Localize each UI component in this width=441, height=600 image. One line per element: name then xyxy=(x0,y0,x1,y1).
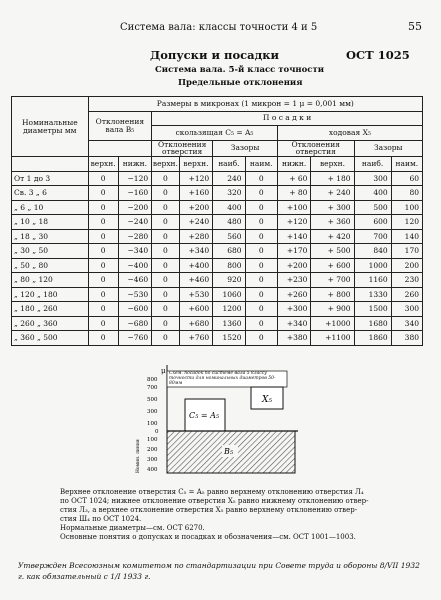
value-cell: 200 xyxy=(391,258,422,273)
tick-label: 300 xyxy=(147,409,158,415)
header-hole-dev-sliding: Отклонения отверстия xyxy=(152,140,213,157)
subtitle: Система вала. 5-й класс точности xyxy=(155,65,325,75)
diameter-cell: „ 260 „ 360 xyxy=(12,316,89,331)
value-cell: + 300 xyxy=(311,200,354,215)
value-cell: + 240 xyxy=(311,186,354,201)
tick-label: 300 xyxy=(147,457,158,463)
header-running: ходовая X₅ xyxy=(277,126,422,141)
value-cell: 0 xyxy=(88,331,118,346)
value-cell: 0 xyxy=(152,273,180,288)
value-cell: −400 xyxy=(118,258,152,273)
value-cell: + 900 xyxy=(311,302,354,317)
header-min: наим. xyxy=(391,157,422,172)
value-cell: +120 xyxy=(179,171,213,186)
value-cell: +120 xyxy=(277,215,311,230)
value-cell: 0 xyxy=(88,302,118,317)
value-cell: 1330 xyxy=(354,287,391,302)
header-max: наиб. xyxy=(213,157,245,172)
value-cell: 0 xyxy=(152,215,180,230)
value-cell: 0 xyxy=(245,200,277,215)
value-cell: + 60 xyxy=(277,171,311,186)
header-upper: верхн. xyxy=(152,157,180,172)
table-row xyxy=(12,258,423,273)
value-cell: +530 xyxy=(179,287,213,302)
diameter-cell: „ 10 „ 18 xyxy=(12,215,89,230)
value-cell: +240 xyxy=(179,215,213,230)
table-row xyxy=(12,302,423,317)
diameter-cell: „ 30 „ 50 xyxy=(12,244,89,259)
value-cell: 0 xyxy=(245,316,277,331)
diameter-cell: От 1 до 3 xyxy=(12,171,89,186)
value-cell: 170 xyxy=(391,244,422,259)
header-diameter: Номинальные диаметры мм xyxy=(12,97,89,157)
axis-note: Номин. линия xyxy=(136,439,141,473)
cs-label: C₅ = A₅ xyxy=(189,411,220,420)
value-cell: 0 xyxy=(88,273,118,288)
tick-zero: 0 xyxy=(155,429,159,435)
value-cell: 0 xyxy=(88,171,118,186)
diameter-cell: „ 180 „ 260 xyxy=(12,302,89,317)
value-cell: 0 xyxy=(88,200,118,215)
value-cell: 0 xyxy=(152,302,180,317)
header-shaft-deviation: Отклонения вала B₅ xyxy=(88,111,151,140)
diameter-cell: „ 80 „ 120 xyxy=(12,273,89,288)
value-cell: −200 xyxy=(118,200,152,215)
header-hole-dev-running: Отклонения отверстия xyxy=(277,140,354,157)
note-line: по ОСТ 1024; нижнее отклонение отверстия X₅ равно нижнему отклонению отвер- xyxy=(60,497,369,505)
value-cell: −240 xyxy=(118,215,152,230)
diameter-cell: „ 50 „ 80 xyxy=(12,258,89,273)
table-row xyxy=(12,171,423,186)
fit-diagram xyxy=(133,365,303,475)
value-cell: 0 xyxy=(245,186,277,201)
value-cell: 700 xyxy=(354,229,391,244)
value-cell: 0 xyxy=(88,215,118,230)
value-cell: +230 xyxy=(277,273,311,288)
tick-label: 400 xyxy=(147,467,158,473)
deviations-table xyxy=(11,96,423,346)
tick-label: 100 xyxy=(147,437,158,443)
value-cell: −680 xyxy=(118,316,152,331)
value-cell: 1060 xyxy=(213,287,245,302)
diameter-cell: Св. 3 „ 6 xyxy=(12,186,89,201)
value-cell: 0 xyxy=(245,244,277,259)
running-header: Система вала: классы точности 4 и 5 xyxy=(120,22,318,33)
value-cell: 0 xyxy=(152,171,180,186)
value-cell: 0 xyxy=(245,302,277,317)
value-cell: 680 xyxy=(213,244,245,259)
value-cell: +340 xyxy=(277,316,311,331)
value-cell: 0 xyxy=(152,316,180,331)
value-cell: 0 xyxy=(152,331,180,346)
value-cell: −160 xyxy=(118,186,152,201)
header-upper: верхн. xyxy=(311,157,354,172)
table-row xyxy=(12,229,423,244)
value-cell: 100 xyxy=(391,200,422,215)
header-max: наиб. xyxy=(354,157,391,172)
value-cell: +340 xyxy=(179,244,213,259)
value-cell: 320 xyxy=(213,186,245,201)
value-cell: 340 xyxy=(391,316,422,331)
x5-label: X₅ xyxy=(262,395,273,405)
value-cell: −340 xyxy=(118,244,152,259)
value-cell: 0 xyxy=(152,244,180,259)
value-cell: 140 xyxy=(391,229,422,244)
approval-footer: Утвержден Всесоюзным комитетом по стандартизации при Совете труда и обороны 8/VII 1932 г. как обязательный с 1/I 1933 г. xyxy=(18,561,420,581)
value-cell: 0 xyxy=(88,186,118,201)
value-cell: 0 xyxy=(88,316,118,331)
value-cell: 0 xyxy=(152,200,180,215)
value-cell: 300 xyxy=(354,171,391,186)
value-cell: 1160 xyxy=(354,273,391,288)
value-cell: + 360 xyxy=(311,215,354,230)
value-cell: 230 xyxy=(391,273,422,288)
value-cell: 1360 xyxy=(213,316,245,331)
table-row xyxy=(12,200,423,215)
value-cell: 1200 xyxy=(213,302,245,317)
diameter-cell: „ 6 „ 10 xyxy=(12,200,89,215)
value-cell: −280 xyxy=(118,229,152,244)
value-cell: −760 xyxy=(118,331,152,346)
value-cell: 400 xyxy=(354,186,391,201)
page-title: Допуски и посадки xyxy=(150,48,280,62)
table-row xyxy=(12,287,423,302)
value-cell: 0 xyxy=(245,331,277,346)
fit-diagram-svg xyxy=(133,365,303,475)
value-cell: 0 xyxy=(245,273,277,288)
value-cell: −530 xyxy=(118,287,152,302)
value-cell: 120 xyxy=(391,215,422,230)
table-row xyxy=(12,316,423,331)
value-cell: 1520 xyxy=(213,331,245,346)
value-cell: 600 xyxy=(354,215,391,230)
note-line: Основные понятия о допусках и посадках и обозначения—см. ОСТ 1001—1003. xyxy=(60,533,356,541)
header-lower: нижн. xyxy=(118,157,152,172)
value-cell: 80 xyxy=(391,186,422,201)
tick-label: 800 xyxy=(147,377,158,383)
value-cell: 0 xyxy=(152,186,180,201)
value-cell: + 420 xyxy=(311,229,354,244)
header-clearance-running: Зазоры xyxy=(354,140,422,157)
value-cell: +200 xyxy=(179,200,213,215)
b5-label: B₅ xyxy=(224,447,234,456)
header-sliding: скользящая C₅ = A₅ xyxy=(152,126,278,141)
table-row xyxy=(12,215,423,230)
note-line: стия Ш₄ по ОСТ 1024. xyxy=(60,515,142,523)
diameter-cell: „ 360 „ 500 xyxy=(12,331,89,346)
value-cell: 0 xyxy=(245,171,277,186)
value-cell: +160 xyxy=(179,186,213,201)
tick-label: 100 xyxy=(147,421,158,427)
header-lower: нижн. xyxy=(277,157,311,172)
notes-block xyxy=(60,488,430,542)
value-cell: +200 xyxy=(277,258,311,273)
value-cell: +380 xyxy=(277,331,311,346)
value-cell: 240 xyxy=(213,171,245,186)
value-cell: +170 xyxy=(277,244,311,259)
value-cell: + 600 xyxy=(311,258,354,273)
value-cell: +760 xyxy=(179,331,213,346)
diameter-cell: „ 18 „ 30 xyxy=(12,229,89,244)
note-line: стия Л₃, а верхнее отклонение отверстия X₅ равно верхнему отклонению отвер- xyxy=(60,506,358,514)
value-cell: 0 xyxy=(245,215,277,230)
value-cell: 0 xyxy=(245,287,277,302)
value-cell: 0 xyxy=(88,229,118,244)
standard-number: ОСТ 1025 xyxy=(346,48,410,62)
table-row xyxy=(12,331,423,346)
value-cell: + 800 xyxy=(311,287,354,302)
value-cell: 840 xyxy=(354,244,391,259)
value-cell: 300 xyxy=(391,302,422,317)
mu-label: μ xyxy=(161,367,166,375)
value-cell: 920 xyxy=(213,273,245,288)
value-cell: +1100 xyxy=(311,331,354,346)
value-cell: 0 xyxy=(152,287,180,302)
value-cell: + 180 xyxy=(311,171,354,186)
value-cell: 0 xyxy=(88,287,118,302)
value-cell: +680 xyxy=(179,316,213,331)
value-cell: 1860 xyxy=(354,331,391,346)
value-cell: 500 xyxy=(354,200,391,215)
header-upper: верхн. xyxy=(179,157,213,172)
value-cell: 0 xyxy=(152,258,180,273)
note-line: Верхнее отклонение отверстия C₅ = A₅ равно верхнему отклонению отверстия Л₄ xyxy=(60,488,364,496)
value-cell: 1500 xyxy=(354,302,391,317)
value-cell: + 700 xyxy=(311,273,354,288)
tick-label: 700 xyxy=(147,385,158,391)
value-cell: −600 xyxy=(118,302,152,317)
tick-label: 500 xyxy=(147,397,158,403)
value-cell: −120 xyxy=(118,171,152,186)
subtitle-deviations: Предельные отклонения xyxy=(178,78,303,88)
header-units: Размеры в микронах (1 микрон = 1 μ = 0,001 мм) xyxy=(88,97,422,112)
value-cell: +600 xyxy=(179,302,213,317)
diameter-cell: „ 120 „ 180 xyxy=(12,287,89,302)
value-cell: 800 xyxy=(213,258,245,273)
header-min: наим. xyxy=(245,157,277,172)
value-cell: 0 xyxy=(245,258,277,273)
value-cell: 60 xyxy=(391,171,422,186)
value-cell: 0 xyxy=(88,258,118,273)
diagram-caption: Схем. посадок по системе вала 5 классу точности для номинальных диаметров 50-80мм xyxy=(169,371,276,386)
value-cell: −460 xyxy=(118,273,152,288)
value-cell: 1680 xyxy=(354,316,391,331)
note-line: Нормальные диаметры—см. ОСТ 6270. xyxy=(60,524,205,532)
value-cell: 400 xyxy=(213,200,245,215)
value-cell: + 500 xyxy=(311,244,354,259)
value-cell: +460 xyxy=(179,273,213,288)
value-cell: 260 xyxy=(391,287,422,302)
table-row xyxy=(12,273,423,288)
value-cell: +280 xyxy=(179,229,213,244)
value-cell: 380 xyxy=(391,331,422,346)
table-row xyxy=(12,244,423,259)
value-cell: 0 xyxy=(88,244,118,259)
header-clearance-sliding: Зазоры xyxy=(213,140,278,157)
value-cell: 480 xyxy=(213,215,245,230)
page-number: 55 xyxy=(408,20,422,33)
value-cell: +300 xyxy=(277,302,311,317)
table-row xyxy=(12,186,423,201)
value-cell: 0 xyxy=(152,229,180,244)
value-cell: +1000 xyxy=(311,316,354,331)
value-cell: 0 xyxy=(245,229,277,244)
value-cell: + 80 xyxy=(277,186,311,201)
header-upper: верхн. xyxy=(88,157,118,172)
value-cell: +260 xyxy=(277,287,311,302)
value-cell: +100 xyxy=(277,200,311,215)
header-fits: П о с а д к и xyxy=(152,111,423,126)
tick-label: 200 xyxy=(147,447,158,453)
value-cell: 1000 xyxy=(354,258,391,273)
value-cell: 560 xyxy=(213,229,245,244)
value-cell: +400 xyxy=(179,258,213,273)
value-cell: +140 xyxy=(277,229,311,244)
